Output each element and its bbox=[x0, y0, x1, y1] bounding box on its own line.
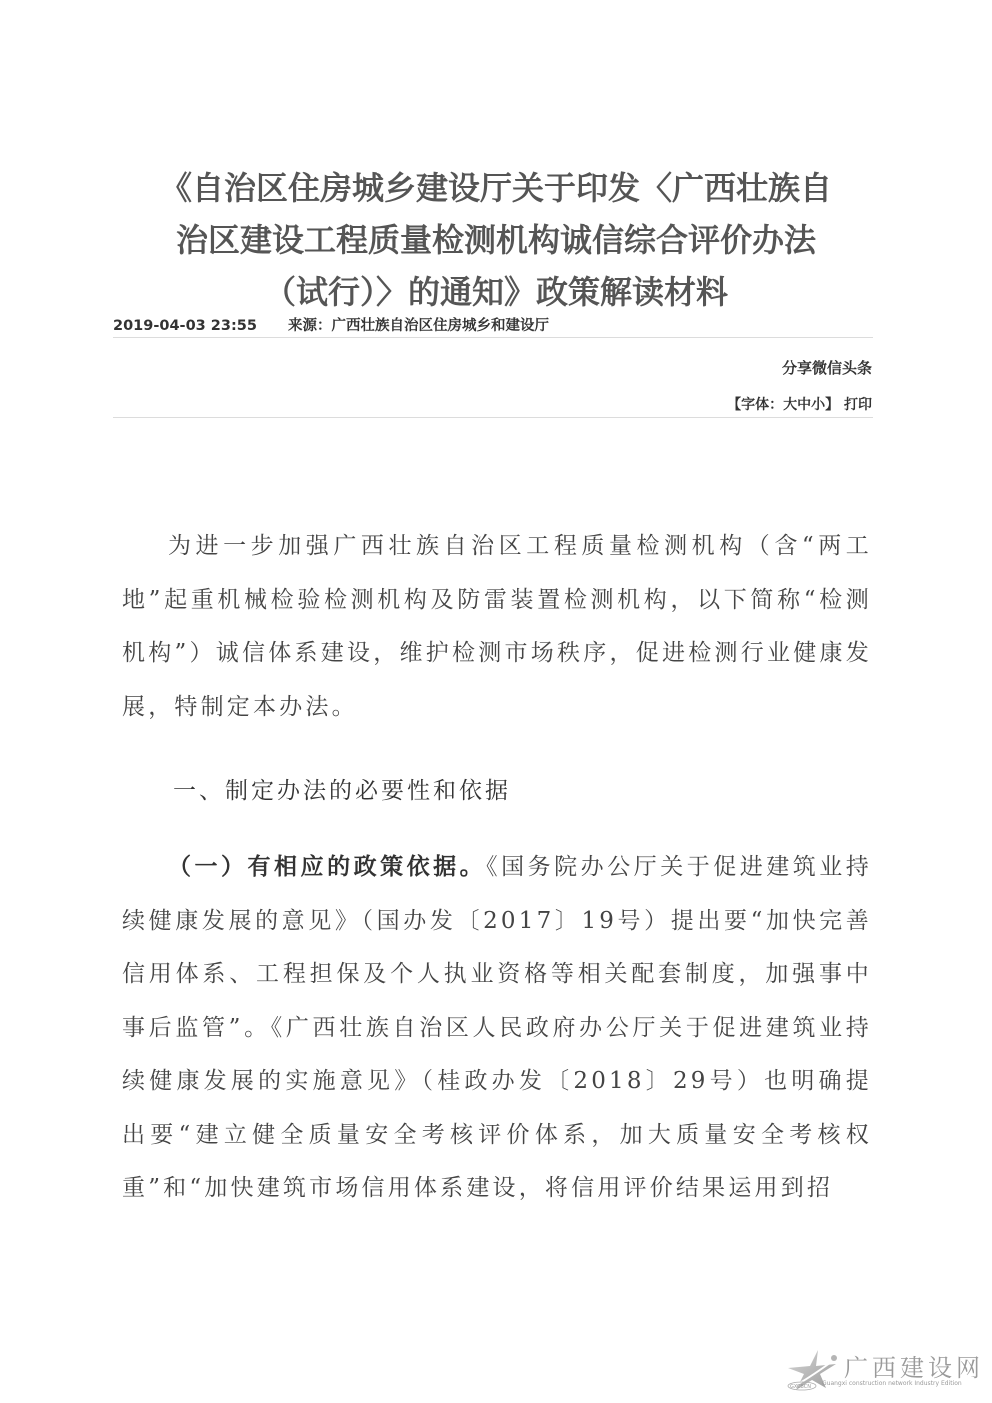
article-tools bbox=[727, 394, 872, 414]
title-line: （试行）〉的通知》政策解读材料 bbox=[263, 273, 728, 311]
print-link[interactable]: 打印 bbox=[844, 397, 872, 413]
divider bbox=[113, 417, 873, 418]
font-size-medium-link[interactable]: 中 bbox=[797, 397, 812, 413]
font-size-small-link[interactable]: 小 bbox=[811, 397, 826, 413]
title-line: 治区建设工程质量检测机构诚信综合评价办法 bbox=[175, 221, 816, 259]
title-line: 《自治区住房城乡建设厅关于印发〈广西壮族自 bbox=[159, 169, 832, 207]
share-wechat-link[interactable]: 分享微信头条 bbox=[781, 359, 872, 377]
paragraph-lead: （一）有相应的政策依据。 bbox=[168, 853, 487, 880]
article-title bbox=[110, 162, 882, 318]
font-size-label: 【字体： bbox=[727, 397, 784, 413]
divider bbox=[113, 337, 873, 338]
watermark-name: 广西建设网 bbox=[844, 1354, 984, 1382]
emblem-text: GXCBCN bbox=[790, 1384, 812, 1390]
section-heading: 一、制定办法的必要性和依据 bbox=[173, 778, 511, 804]
article-meta bbox=[113, 314, 549, 335]
paragraph-text: 为进一步加强广西壮族自治区工程质量检测机构（含“两工地”起重机械检验检测机构及防雷装置检测机构，以下简称“检测机构”）诚信体系建设，维护检测市场秩序，促进检测行业健康发展，特制定本办法。 bbox=[122, 533, 872, 720]
font-size-bracket: 】 bbox=[825, 397, 840, 413]
article-source: 来源：广西壮族自治区住房城乡和建设厅 bbox=[288, 318, 550, 334]
intro-paragraph bbox=[122, 520, 872, 734]
policy-basis-paragraph bbox=[122, 840, 872, 1216]
publish-date: 2019-04-03 23:55 bbox=[113, 318, 257, 334]
paragraph-body: 《国务院办公厅关于促进建筑业持续健康发展的意见》（国办发〔2017〕19号）提出要“加快完善信用体系、工程担保及个人执业资格等相关配套制度，加强事中事后监管”。《广西壮族自治区人民政府办公厅关于促进建筑业持续健康发展的实施意见》（桂政办发〔2018〕29号）也明确提出要“建立健全质量安全考核评价体系，加大质量安全考核权重”和“加快建筑市场信用体系建设，将信用评价结果运用到招 bbox=[122, 854, 872, 1201]
watermark-english: Guangxi construction network Industry Edition bbox=[822, 1380, 962, 1387]
paragraph-text bbox=[122, 840, 872, 1216]
font-size-large-link[interactable]: 大 bbox=[783, 397, 798, 413]
site-watermark-logo bbox=[782, 1346, 987, 1394]
